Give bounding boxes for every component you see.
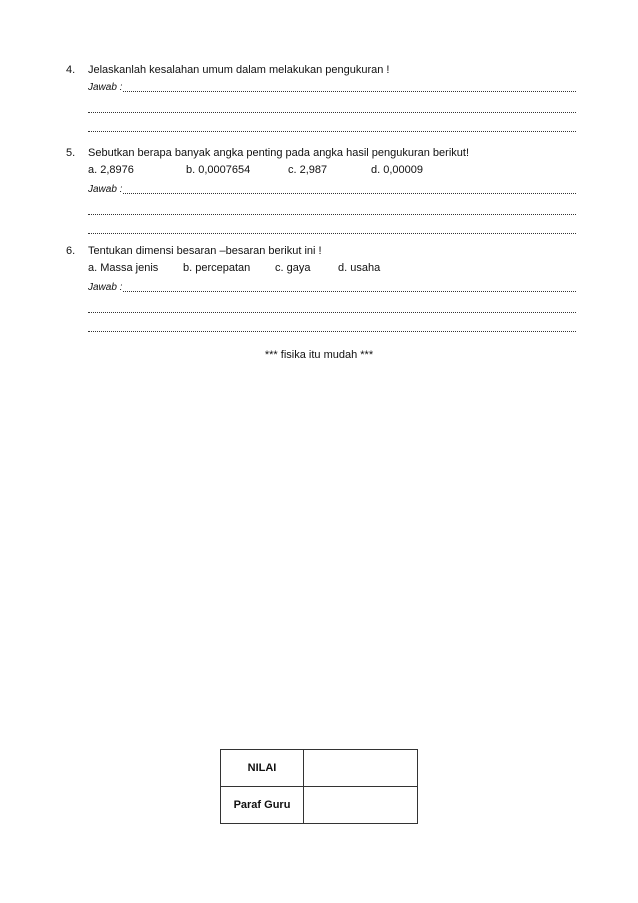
nilai-value-cell[interactable] [304, 750, 418, 787]
answer-line[interactable] [88, 111, 576, 113]
option-c: c. 2,987 [288, 164, 328, 176]
paraf-guru-label: Paraf Guru [221, 787, 304, 824]
answer-line[interactable] [88, 311, 576, 313]
jawab-label: Jawab : [88, 282, 123, 293]
option-a: a. Massa jenis [88, 262, 159, 274]
question-6 [66, 245, 576, 332]
answer-line[interactable] [88, 281, 576, 294]
option-a: a. 2,8976 [88, 164, 134, 176]
option-c: c. gaya [275, 262, 311, 274]
question-4 [66, 64, 576, 132]
options-row [88, 164, 576, 178]
answer-line[interactable] [88, 130, 576, 132]
motto-text: *** fisika itu mudah *** [264, 349, 374, 361]
answer-line[interactable] [88, 81, 576, 94]
options-row [88, 262, 576, 276]
question-number: 5. [66, 147, 76, 159]
question-text: Jelaskanlah kesalahan umum dalam melakukan pengukuran ! [88, 64, 390, 76]
grade-table [220, 749, 418, 824]
answer-line[interactable] [88, 183, 576, 196]
question-number: 4. [66, 64, 76, 76]
answer-line[interactable] [88, 213, 576, 215]
question-text: Tentukan dimensi besaran –besaran berikut ini ! [88, 245, 322, 257]
nilai-label: NILAI [221, 750, 304, 787]
answer-line[interactable] [88, 330, 576, 332]
option-d: d. 0,00009 [371, 164, 423, 176]
jawab-label: Jawab : [88, 184, 123, 195]
question-5 [66, 147, 576, 234]
jawab-label: Jawab : [88, 82, 123, 93]
option-b: b. percepatan [183, 262, 251, 274]
paraf-guru-value-cell[interactable] [304, 787, 418, 824]
question-number: 6. [66, 245, 76, 257]
option-b: b. 0,0007654 [186, 164, 251, 176]
question-text: Sebutkan berapa banyak angka penting pada angka hasil pengukuran berikut! [88, 147, 470, 159]
answer-line[interactable] [88, 232, 576, 234]
option-d: d. usaha [338, 262, 381, 274]
